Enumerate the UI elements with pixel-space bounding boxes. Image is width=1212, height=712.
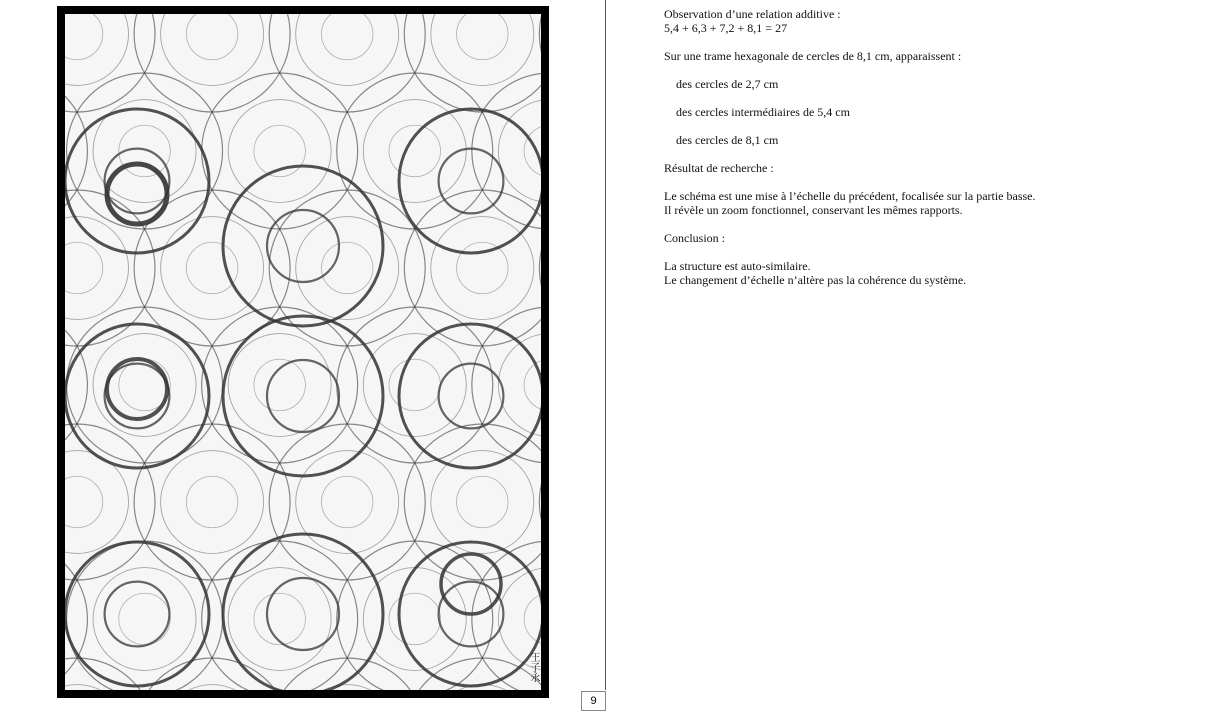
observation-heading: Observation d’une relation additive : bbox=[664, 7, 841, 21]
pattern-circle bbox=[161, 14, 264, 85]
pattern-circle bbox=[389, 125, 440, 176]
pattern-circle bbox=[269, 424, 425, 580]
circles-small: des cercles de 2,7 cm bbox=[676, 77, 779, 91]
pattern-circle bbox=[431, 14, 534, 85]
pattern-circle bbox=[539, 424, 541, 580]
pattern-circle bbox=[161, 451, 264, 554]
pattern-circle bbox=[65, 476, 103, 527]
pattern-circle bbox=[441, 554, 501, 614]
pattern-circle bbox=[65, 14, 128, 85]
page-number[interactable]: 9 bbox=[581, 691, 606, 711]
pattern-circle bbox=[65, 109, 209, 253]
result-line-2: Il révèle un zoom fonctionnel, conservant les mêmes rapports. bbox=[664, 203, 963, 217]
pattern-circle bbox=[65, 242, 103, 293]
pattern-circle bbox=[65, 542, 209, 686]
pattern-circle bbox=[269, 658, 425, 690]
pattern-circle bbox=[65, 14, 155, 112]
page-divider bbox=[605, 0, 606, 690]
conclusion-line-1: La structure est auto-similaire. bbox=[664, 259, 811, 273]
pattern-circle bbox=[498, 334, 541, 437]
pattern-circle bbox=[105, 582, 170, 647]
observation-equation: 5,4 + 6,3 + 7,2 + 8,1 = 27 bbox=[664, 21, 788, 35]
pattern-circle bbox=[65, 424, 155, 580]
pattern-circle bbox=[321, 476, 372, 527]
pattern-circle bbox=[65, 217, 128, 320]
pattern-circle bbox=[269, 190, 425, 346]
artist-signature: 王子永 bbox=[528, 652, 539, 682]
pattern-circle bbox=[267, 578, 339, 650]
result-line-1: Le schéma est une mise à l’échelle du précédent, focalisée sur la partie basse. bbox=[664, 189, 1036, 203]
pattern-circle bbox=[498, 100, 541, 203]
pattern-circle bbox=[161, 685, 264, 690]
pattern-circle bbox=[457, 476, 508, 527]
pattern-circle bbox=[439, 149, 504, 214]
pattern-circle bbox=[65, 14, 103, 60]
pattern-circle bbox=[65, 307, 87, 463]
pattern-circle bbox=[228, 334, 331, 437]
circles-mid: des cercles intermédiaires de 5,4 cm bbox=[676, 105, 850, 119]
circles-large: des cercles de 8,1 cm bbox=[676, 133, 779, 147]
pattern-circle bbox=[202, 541, 358, 690]
pattern-circle bbox=[228, 568, 331, 671]
pattern-circle bbox=[399, 109, 541, 253]
pattern-circle bbox=[186, 14, 237, 60]
pattern-circle bbox=[472, 307, 541, 463]
pattern-circle bbox=[67, 73, 223, 229]
pattern-circle bbox=[202, 73, 358, 229]
pattern-circle bbox=[267, 210, 339, 282]
result-heading: Résultat de recherche : bbox=[664, 161, 774, 175]
pattern-circle bbox=[105, 149, 170, 214]
pattern-circle bbox=[296, 451, 399, 554]
pattern-circle bbox=[389, 593, 440, 644]
pattern-circle bbox=[363, 568, 466, 671]
pattern-circle bbox=[296, 685, 399, 690]
pattern-circle bbox=[134, 424, 290, 580]
pattern-circle bbox=[457, 242, 508, 293]
pattern-circle bbox=[186, 242, 237, 293]
pattern-circle bbox=[254, 359, 305, 410]
conclusion-line-2: Le changement d’échelle n’altère pas la cohérence du système. bbox=[664, 273, 967, 287]
artwork-frame bbox=[57, 6, 549, 698]
pattern-circle bbox=[539, 190, 541, 346]
pattern-circle bbox=[321, 14, 372, 60]
pattern-circle bbox=[439, 364, 504, 429]
pattern-circle bbox=[457, 14, 508, 60]
pattern-circle bbox=[134, 14, 290, 112]
grid-intro: Sur une trame hexagonale de cercles de 8,1 cm, apparaissent : bbox=[664, 49, 962, 63]
pattern-circle bbox=[186, 476, 237, 527]
circle-pattern-drawing bbox=[65, 14, 541, 690]
pattern-circle bbox=[431, 217, 534, 320]
conclusion-heading: Conclusion : bbox=[664, 231, 726, 245]
pattern-circle bbox=[539, 14, 541, 112]
text-column bbox=[664, 7, 1184, 301]
pattern-circle bbox=[321, 242, 372, 293]
pattern-circle bbox=[228, 100, 331, 203]
pattern-circle bbox=[363, 100, 466, 203]
pattern-circle bbox=[389, 359, 440, 410]
pattern-circle bbox=[296, 14, 399, 85]
pattern-circle bbox=[269, 14, 425, 112]
pattern-circle bbox=[254, 593, 305, 644]
pattern-circle bbox=[65, 685, 128, 690]
pattern-circle bbox=[223, 166, 383, 326]
pattern-circle bbox=[67, 307, 223, 463]
pattern-circle bbox=[337, 73, 493, 229]
pattern-circle bbox=[119, 593, 170, 644]
